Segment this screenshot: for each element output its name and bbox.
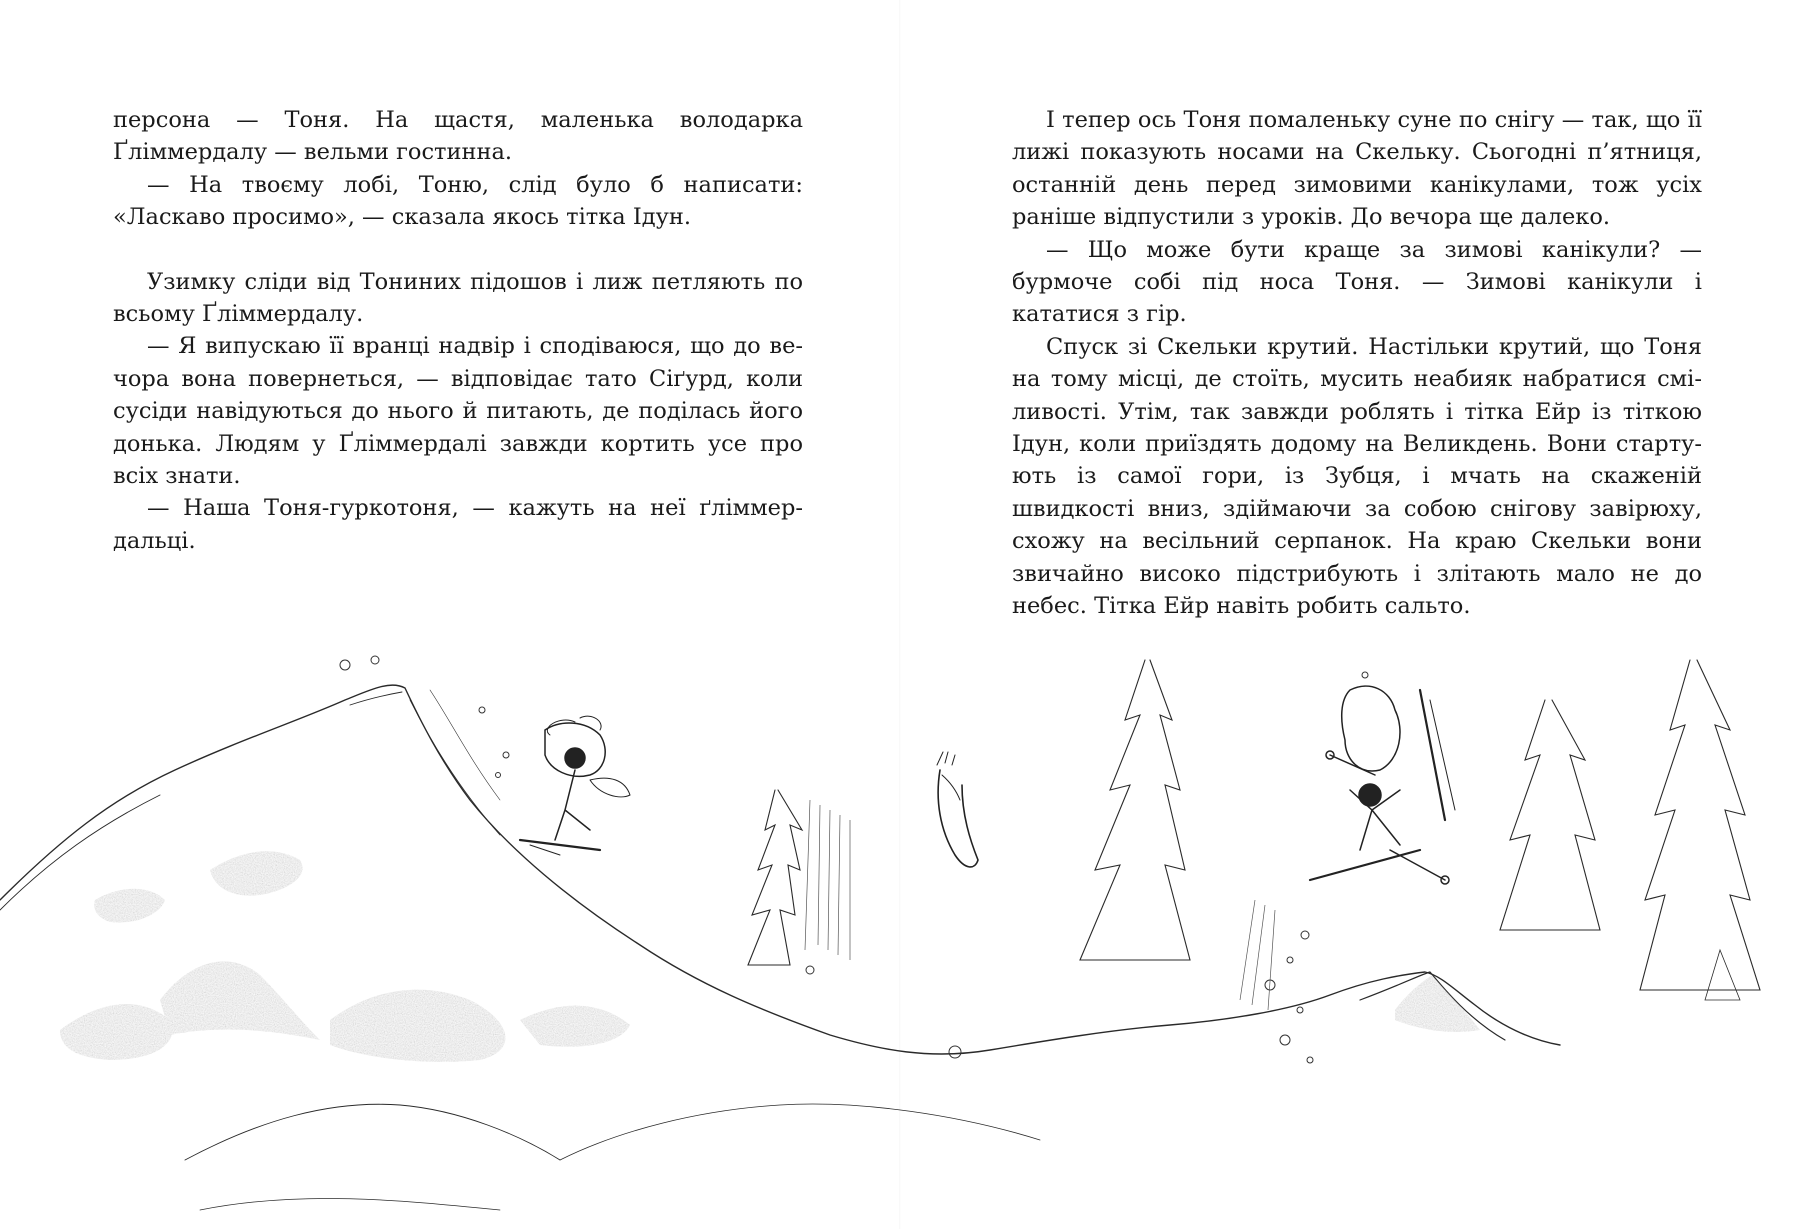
tree-2	[1080, 660, 1190, 960]
paragraph: І тепер ось Тоня помаленьку суне по снігу — так, що її лижі показують носами на Скельку. Сьогодні п’ятниця, останній день перед зимовими канікулами, тож усіх раніше відпустили з уроків. До вечора ще далеко.	[1012, 107, 1702, 231]
skier-tonya	[520, 716, 630, 855]
paragraph: — Що може бути краще за зимові канікули? — бурмоче собі під носа Тоня. — Зимові канікули і кататися з гір.	[1012, 236, 1702, 328]
paragraph: — Я випускаю її вранці надвір і сподіваюся, що до вечора вона повернеться, — відповідає тато Сіґурд, коли сусіди навідуються до нього й питають, де поділась його донька. Людям у Ґліммердалі завжди кортить усе про всіх знати.	[113, 333, 803, 490]
tree-1	[748, 790, 802, 965]
paragraph: персона — Тоня. На щастя, маленька володарка Ґліммердалу — вельми гостинна.	[113, 107, 803, 166]
flying-scarf	[937, 752, 978, 867]
tree-5	[1705, 950, 1740, 1000]
paragraph: Узимку сліди від Тониних підошов і лиж петляють по всьому Ґліммердалу.	[113, 268, 803, 328]
tree-3	[1500, 700, 1600, 930]
paragraph: — На твоєму лобі, Тоню, слід було б написати: «Ласкаво просимо», — сказала якось тітка Ідун.	[113, 171, 803, 231]
skier-aunt	[1310, 686, 1455, 884]
left-text-column	[113, 104, 803, 557]
skiing-illustration	[0, 640, 1800, 1229]
paragraph: Спуск зі Скельки крутий. Настільки крутий, що Тоня на тому місці, де стоїть, мусить неабияк набратися сміливості. Утім, так завжди роблять і тітка Ейр із тіткою Ідун, коли приїздять додому на Великдень. Вони стартують із самої гори, із Зубця, і мчать на скаженій швидкості вниз, здіймаючи за собою снігову завірюху, схожу на весільний серпанок. На краю Скельки вони звичайно високо підстрибують і злітають мало не до небес. Тітка Ейр навіть робить сальто.	[1012, 333, 1702, 620]
paragraph: — Наша Тоня-гуркотоня, — кажуть на неї ґліммердальці.	[113, 495, 803, 554]
right-text-column	[1012, 104, 1702, 623]
tree-4	[1640, 660, 1760, 990]
